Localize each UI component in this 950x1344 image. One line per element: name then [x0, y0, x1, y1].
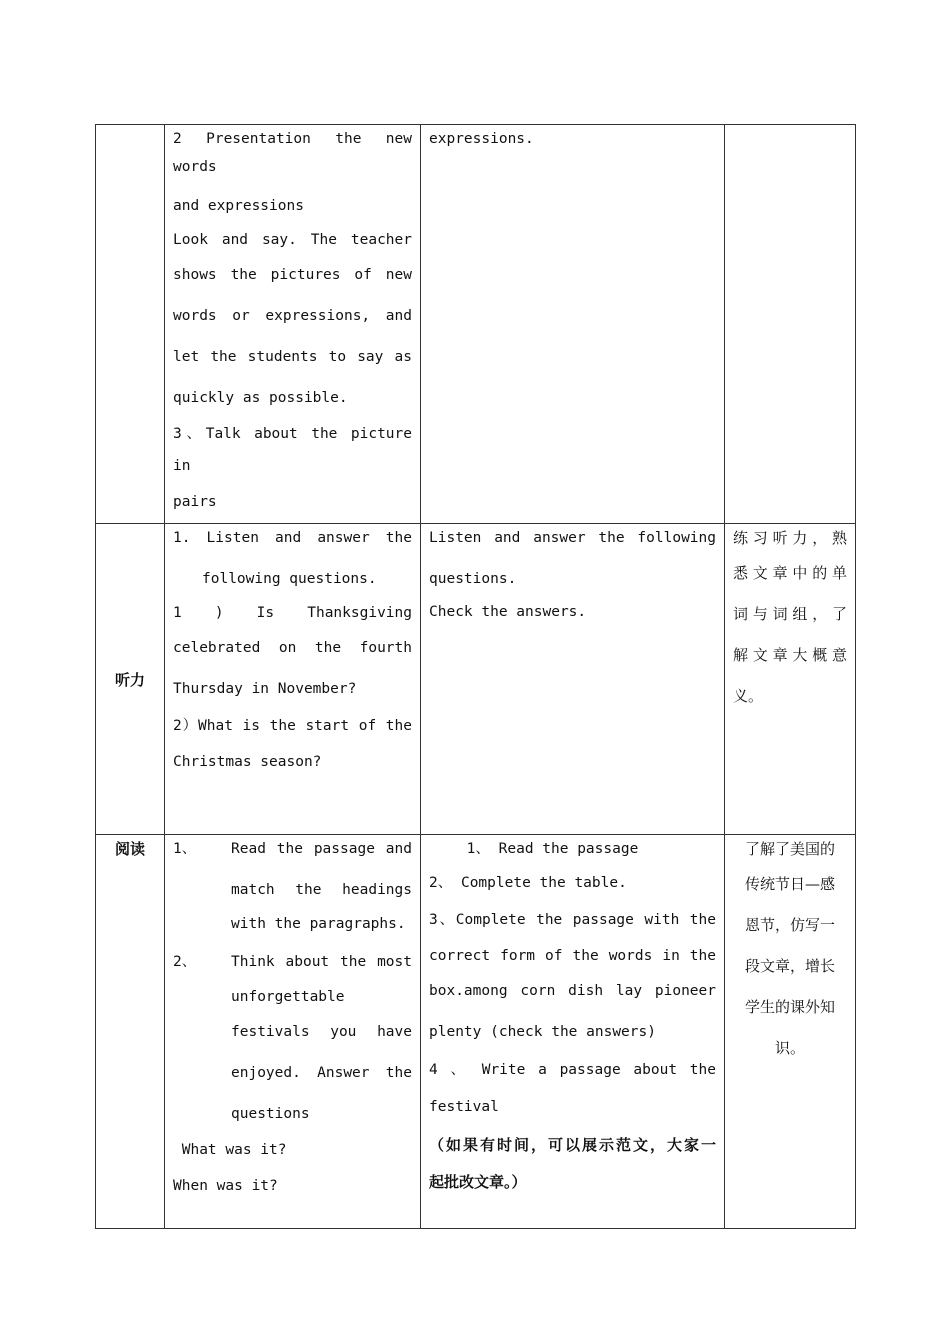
text-line: unforgettable	[231, 989, 345, 1005]
text-line: 练习听力，熟	[733, 529, 847, 547]
student-activity-cell	[421, 125, 725, 524]
lesson-plan-table	[95, 124, 856, 1229]
teacher-activity-cell	[165, 524, 421, 835]
text-line: pairs	[173, 494, 217, 510]
table-row	[96, 125, 856, 524]
text-line: 1 ) Is Thanksgiving	[173, 605, 412, 621]
text-line: 起批改文章。）	[429, 1173, 527, 1191]
section-cell: 听力	[96, 524, 165, 835]
section-cell: 阅读	[96, 835, 165, 1229]
text-line: festivals you have	[231, 1024, 412, 1040]
section-cell	[96, 125, 165, 524]
text-line: celebrated on the fourth	[173, 640, 412, 656]
text-line: 义。	[733, 687, 764, 705]
text-line: 2）What is the start of the	[173, 718, 412, 734]
text-line: 识。	[774, 1039, 805, 1057]
text-line: 2、 Complete the table.	[429, 875, 627, 891]
text-line: correct form of the words in the	[429, 948, 716, 964]
text-line: 了解了美国的	[744, 840, 835, 858]
text-line: Check the answers.	[429, 604, 587, 620]
text-line: Christmas season?	[173, 754, 322, 770]
text-line: box.among corn dish lay pioneer	[429, 983, 716, 999]
text-line: 1、 Read the passage	[466, 841, 639, 857]
text-line: Look and say. The teacher	[173, 232, 412, 248]
list-item	[173, 835, 412, 945]
teacher-activity-cell	[165, 125, 421, 524]
text-line: When was it?	[173, 1178, 278, 1194]
text-line: 段文章，增长	[744, 957, 835, 975]
purpose-cell	[725, 835, 856, 1229]
text-line: （如果有时间，可以展示范文，大家一	[429, 1136, 716, 1154]
text-line: 3、Talk about the picture in	[173, 426, 412, 474]
text-line: words or expressions, and	[173, 308, 412, 324]
text-line: quickly as possible.	[173, 390, 348, 406]
text-line: 2 Presentation the new words	[173, 131, 412, 175]
text-line: 恩节，仿写一	[744, 916, 835, 934]
student-activity-cell	[421, 524, 725, 835]
table-row	[96, 835, 856, 1229]
text-line: Read the passage and	[231, 841, 412, 857]
text-line: 学生的课外知	[744, 998, 835, 1016]
list-number: 2、	[173, 954, 197, 970]
teacher-activity-cell	[165, 835, 421, 1229]
text-line: shows the pictures of new	[173, 267, 412, 283]
text-line: Listen and answer the following	[429, 530, 716, 546]
purpose-cell	[725, 524, 856, 835]
text-line: questions.	[429, 571, 517, 587]
text-line: 1. Listen and answer the	[173, 530, 412, 546]
text-line: Think about the most	[231, 954, 412, 970]
text-line: and expressions	[173, 198, 304, 214]
text-line: expressions.	[429, 131, 534, 147]
text-line: festival	[429, 1099, 499, 1115]
text-line: 词与词组，了	[733, 605, 847, 623]
purpose-cell	[725, 125, 856, 524]
text-line: Thursday in November?	[173, 681, 357, 697]
text-line: enjoyed. Answer the	[231, 1065, 412, 1081]
text-line: plenty (check the answers)	[429, 1024, 656, 1040]
text-line: 4 、 Write a passage about the	[429, 1062, 716, 1078]
text-line: 传统节日—感	[744, 875, 835, 893]
text-line: match the headings	[231, 882, 412, 898]
text-line: 3、Complete the passage with the	[429, 912, 716, 928]
text-line: let the students to say as	[173, 349, 412, 365]
student-activity-cell	[421, 835, 725, 1229]
text-line: 解文章大概意	[733, 646, 847, 664]
text-line: with the paragraphs.	[231, 916, 406, 932]
text-line: questions	[231, 1106, 310, 1122]
text-line: What was it?	[173, 1142, 287, 1158]
text-line: following questions.	[202, 571, 377, 587]
table-row	[96, 524, 856, 835]
list-item	[173, 945, 412, 1135]
list-number: 1、	[173, 841, 197, 857]
text-line: 悉文章中的单	[733, 564, 847, 582]
